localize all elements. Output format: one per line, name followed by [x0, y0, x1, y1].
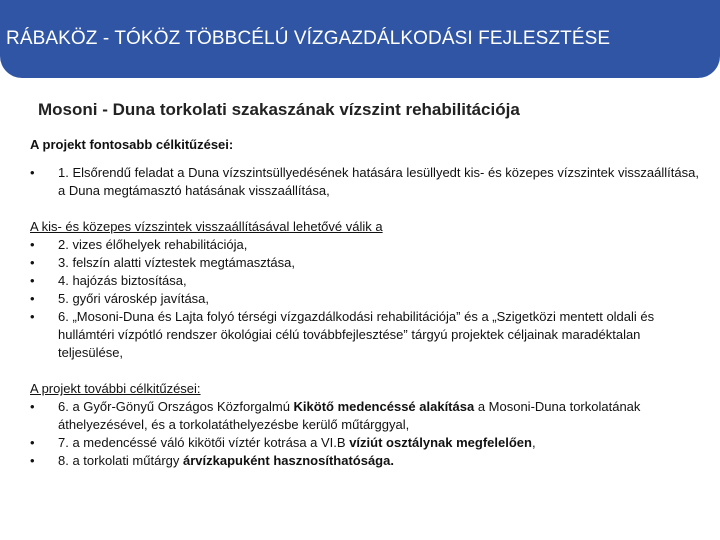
bullet-icon: • — [30, 273, 35, 288]
list-item: • 7. a medencéssé váló kikötői víztér kotrása a VI.B víziút osztálynak megfelelően, — [30, 435, 536, 450]
list-item: • 5. győri városkép javítása, — [30, 291, 210, 306]
list-item: • 1. Elsőrendű feladat a Duna vízszintsüllyedésének hatására lesüllyedt kis- és közepes vízszintek visszaállítása, a Duna megtámasztó hatásának visszaállítása, — [30, 165, 699, 198]
bullet-icon: • — [30, 309, 35, 324]
further-heading: A projekt további célkitűzései: — [30, 381, 201, 396]
slide-content — [30, 136, 700, 470]
header-bar — [0, 0, 720, 78]
list-item: • 6. a Győr-Gönyű Országos Közforgalmú Kikötő medencéssé alakítása a Mosoni-Duna torkolatának áthelyezésével, és a torkolatáthelyezésbe kerülő műtárggyal, — [30, 399, 641, 432]
list-item: • 8. a torkolati műtárgy árvízkapuként hasznosíthatósága. — [30, 453, 394, 468]
slide-subtitle: Mosoni - Duna torkolati szakaszának vízszint rehabilitációja — [38, 100, 520, 119]
list-item: • 3. felszín alatti víztestek megtámasztása, — [30, 255, 295, 270]
list-item: • 2. vizes élőhelyek rehabilitációja, — [30, 237, 248, 252]
enabled-heading: A kis- és közepes vízszintek visszaállításával lehetővé válik a — [30, 219, 383, 234]
list-item: • 4. hajózás biztosítása, — [30, 273, 187, 288]
bullet-icon: • — [30, 291, 35, 306]
goals-heading: A projekt fontosabb célkitűzései: — [30, 137, 234, 152]
bullet-icon: • — [30, 237, 35, 252]
slide-title: RÁBAKÖZ - TÓKÖZ TÖBBCÉLÚ VÍZGAZDÁLKODÁSI FEJLESZTÉSE — [6, 28, 611, 49]
enabled-list — [30, 236, 700, 362]
list-item: • 6. „Mosoni-Duna és Lajta folyó térségi vízgazdálkodási rehabilitációja” és a „Szigetközi mentett oldali és hullámtéri vízpótló rendszer ökológiai célú továbbfejlesztése” tárgyú projektek céljainak maradéktalan teljesülése, — [30, 309, 655, 360]
bullet-icon: • — [30, 435, 35, 450]
bullet-icon: • — [30, 255, 35, 270]
goals-list — [30, 164, 700, 200]
further-list — [30, 398, 700, 470]
bullet-icon: • — [30, 165, 35, 180]
bullet-icon: • — [30, 399, 35, 414]
bullet-icon: • — [30, 453, 35, 468]
